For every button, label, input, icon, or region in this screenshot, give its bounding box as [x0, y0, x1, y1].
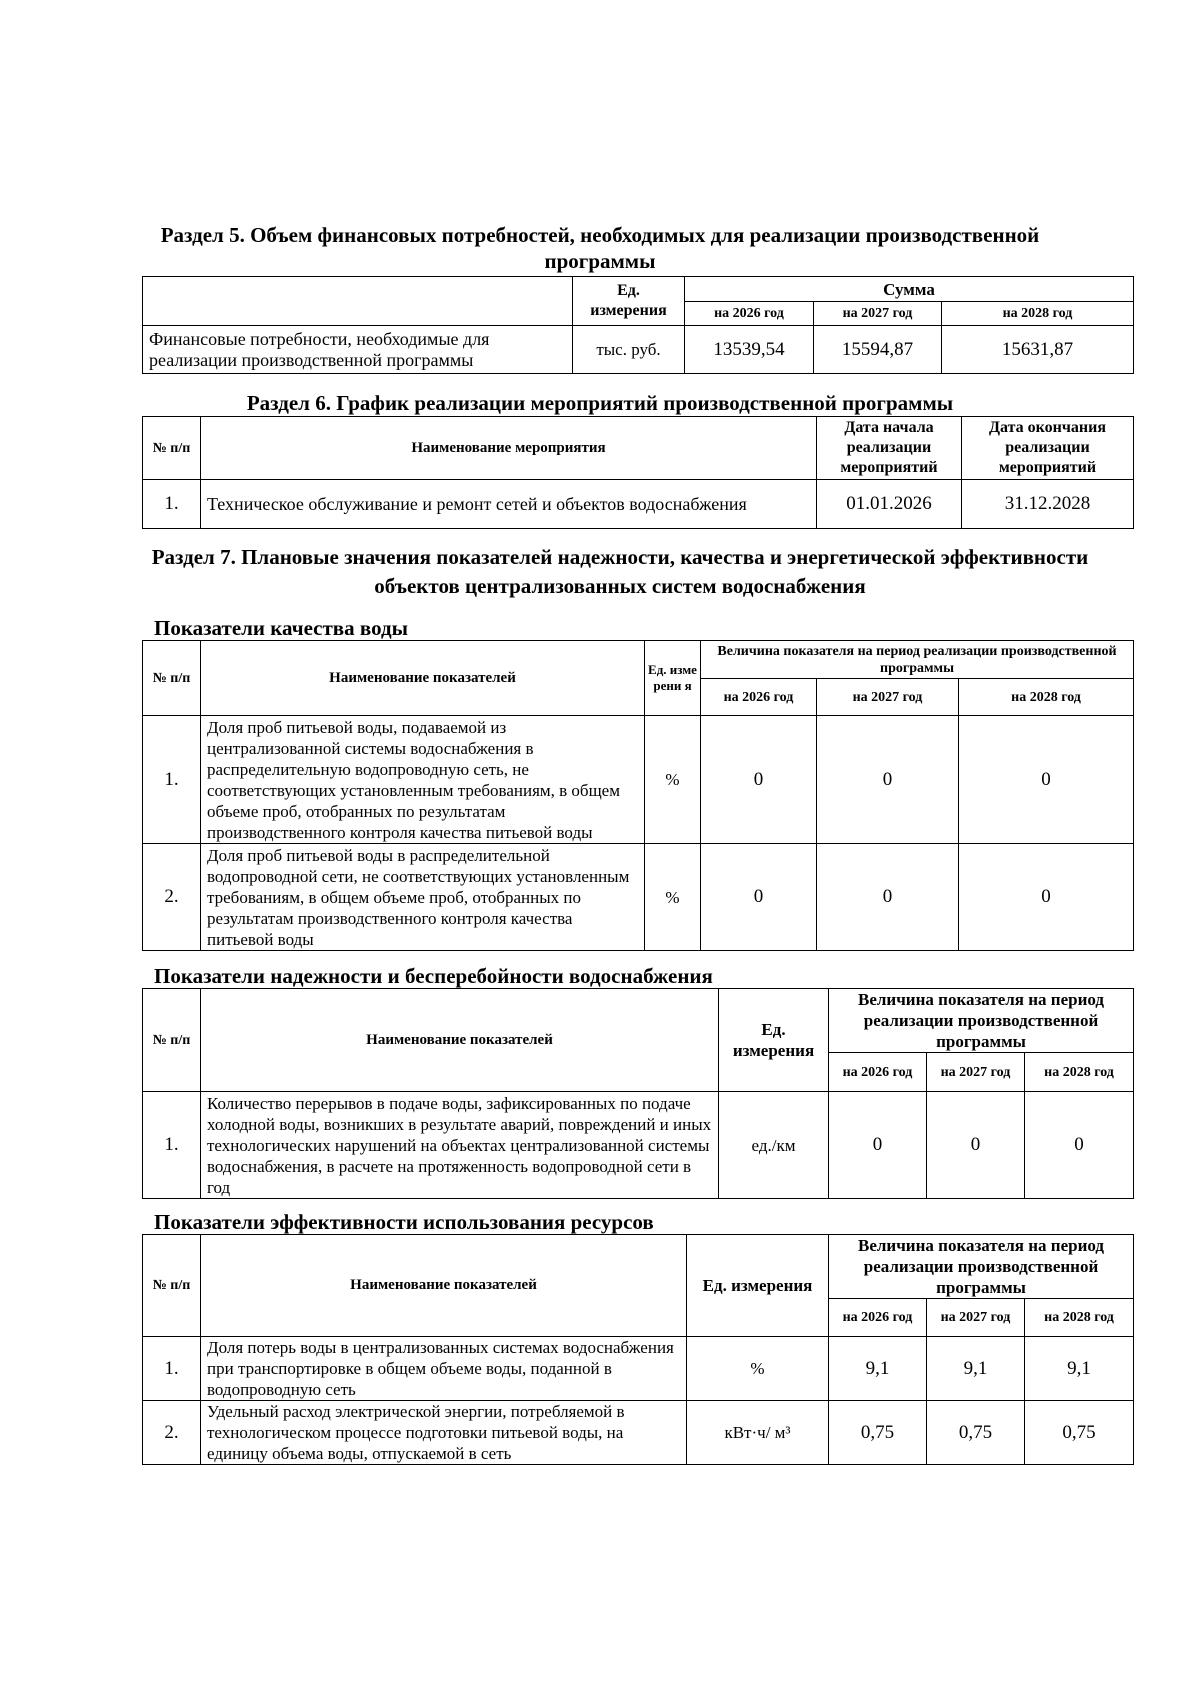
row-name: Количество перерывов в подаче воды, зафиксированных по подаче холодной воды, возникших в результате аварий, повреждений и иных технологических нарушений на объектах централизованной системы водоснабжения, в расчете на протяженность водопроводной сети в год	[201, 1092, 719, 1199]
row-start: 01.01.2026	[817, 480, 962, 529]
quality-table	[142, 640, 1134, 951]
row-num: 1.	[143, 480, 201, 529]
reliability-heading: Показатели надежности и бесперебойности водоснабжения	[154, 964, 713, 988]
year-2026: на 2026 год	[701, 679, 817, 716]
col-name: Наименование мероприятия	[201, 417, 817, 480]
section5-table	[142, 276, 1134, 374]
value-2027: 0	[927, 1092, 1025, 1199]
row-name: Техническое обслуживание и ремонт сетей и объектов водоснабжения	[201, 480, 817, 529]
col-unit: Ед. измерения	[719, 989, 829, 1092]
value-2028: 9,1	[1025, 1337, 1134, 1401]
value-2028: 0	[959, 716, 1134, 844]
value-2028: 0,75	[1025, 1401, 1134, 1465]
col-start: Дата начала реализации мероприятий	[817, 417, 962, 480]
section5-title: Раздел 5. Объем финансовых потребностей, необходимых для реализации производственной программы	[160, 223, 1040, 273]
value-2027: 15594,87	[814, 326, 942, 374]
table-row	[143, 480, 1134, 529]
col-end: Дата окончания реализации мероприятий	[962, 417, 1134, 480]
table-row	[143, 1401, 1134, 1465]
col-num: № п/п	[143, 1235, 201, 1337]
col-num: № п/п	[143, 417, 201, 480]
value-2026: 0	[701, 716, 817, 844]
col-unit: Ед. измерения	[573, 277, 685, 326]
year-2027: на 2027 год	[814, 302, 942, 326]
row-name: Финансовые потребности, необходимые для реализации производственной программы	[143, 326, 573, 374]
row-num: 2.	[143, 844, 201, 951]
value-2026: 9,1	[829, 1337, 927, 1401]
col-value: Величина показателя на период реализации производственной программы	[829, 1235, 1134, 1299]
table-row	[143, 716, 1134, 844]
col-num: № п/п	[143, 989, 201, 1092]
section6-table	[142, 416, 1134, 529]
year-2026: на 2026 год	[685, 302, 814, 326]
row-unit: ед./км	[719, 1092, 829, 1199]
value-2028: 0	[1025, 1092, 1134, 1199]
row-unit: %	[645, 844, 701, 951]
value-2027: 0,75	[927, 1401, 1025, 1465]
year-2027: на 2027 год	[927, 1053, 1025, 1092]
value-2027: 0	[817, 844, 959, 951]
year-2027: на 2027 год	[817, 679, 959, 716]
table-row	[143, 844, 1134, 951]
year-2026: на 2026 год	[829, 1053, 927, 1092]
year-2028: на 2028 год	[959, 679, 1134, 716]
row-unit: %	[645, 716, 701, 844]
row-unit: тыс. руб.	[573, 326, 685, 374]
value-2026: 13539,54	[685, 326, 814, 374]
section5-empty-header	[143, 277, 573, 326]
reliability-table	[142, 988, 1134, 1199]
row-end: 31.12.2028	[962, 480, 1134, 529]
col-name: Наименование показателей	[201, 989, 719, 1092]
quality-heading: Показатели качества воды	[154, 616, 408, 640]
value-2026: 0,75	[829, 1401, 927, 1465]
col-name: Наименование показателей	[201, 641, 645, 716]
col-unit: Ед. измерения	[687, 1235, 829, 1337]
col-sum: Сумма	[685, 277, 1134, 302]
efficiency-heading: Показатели эффективности использования ресурсов	[154, 1210, 654, 1234]
col-num: № п/п	[143, 641, 201, 716]
row-name: Доля проб питьевой воды в распределительной водопроводной сети, не соответствующих установленным требованиям, в общем объеме проб, отобранных по результатам производственного контроля качества питьевой воды	[201, 844, 645, 951]
row-unit: %	[687, 1337, 829, 1401]
row-unit: кВт·ч/ м³	[687, 1401, 829, 1465]
table-row	[143, 326, 1134, 374]
row-num: 1.	[143, 716, 201, 844]
row-name: Доля проб питьевой воды, подаваемой из централизованной системы водоснабжения в распределительную водопроводную сеть, не соответствующих установленным требованиям, в общем объеме проб, отобранных по результатам производственного контроля качества питьевой воды	[201, 716, 645, 844]
efficiency-table	[142, 1234, 1134, 1465]
year-2028: на 2028 год	[1025, 1299, 1134, 1337]
section7-title: Раздел 7. Плановые значения показателей надежности, качества и энергетической эффективности объектов централизованных систем водоснабжения	[151, 545, 1089, 598]
year-2027: на 2027 год	[927, 1299, 1025, 1337]
value-2027: 0	[817, 716, 959, 844]
value-2028: 0	[959, 844, 1134, 951]
row-num: 2.	[143, 1401, 201, 1465]
year-2026: на 2026 год	[829, 1299, 927, 1337]
value-2026: 0	[701, 844, 817, 951]
col-value: Величина показателя на период реализации производственной программы	[701, 641, 1134, 679]
year-2028: на 2028 год	[1025, 1053, 1134, 1092]
row-name: Удельный расход электрической энергии, потребляемой в технологическом процессе подготовки питьевой воды, на единицу объема воды, отпускаемой в сеть	[201, 1401, 687, 1465]
value-2026: 0	[829, 1092, 927, 1199]
value-2027: 9,1	[927, 1337, 1025, 1401]
col-name: Наименование показателей	[201, 1235, 687, 1337]
table-row	[143, 1337, 1134, 1401]
value-2028: 15631,87	[942, 326, 1134, 374]
col-unit: Ед. изме рени я	[645, 641, 701, 716]
row-name: Доля потерь воды в централизованных системах водоснабжения при транспортировке в общем объеме воды, поданной в водопроводную сеть	[201, 1337, 687, 1401]
col-value: Величина показателя на период реализации производственной программы	[829, 989, 1134, 1053]
table-row	[143, 1092, 1134, 1199]
row-num: 1.	[143, 1337, 201, 1401]
row-num: 1.	[143, 1092, 201, 1199]
section6-title: Раздел 6. График реализации мероприятий производственной программы	[246, 391, 954, 415]
year-2028: на 2028 год	[942, 302, 1134, 326]
